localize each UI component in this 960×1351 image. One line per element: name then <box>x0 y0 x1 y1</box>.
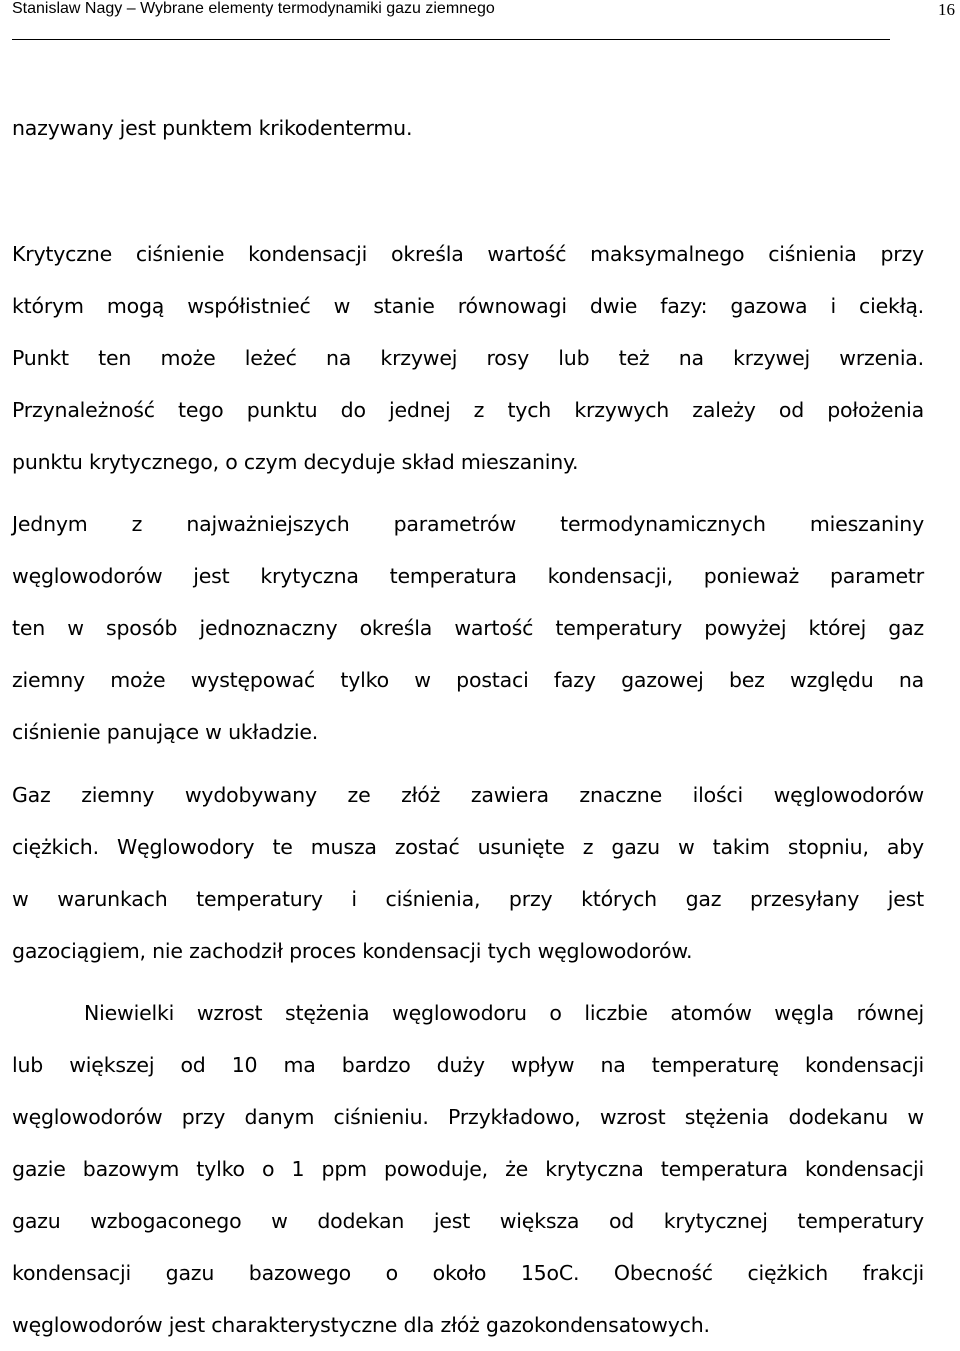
text-line: ziemny może występować tylko w postaci fazy gazowej bez względu na <box>12 668 924 692</box>
text-line: lub większej od 10 ma bardzo duży wpływ na temperaturę kondensacji <box>12 1053 924 1077</box>
text-line: punktu krytycznego, o czym decyduje skład mieszaniny. <box>12 450 579 474</box>
text-line: węglowodorów przy danym ciśnieniu. Przykładowo, wzrost stężenia dodekanu w <box>12 1105 924 1129</box>
text-line: ciśnienie panujące w układzie. <box>12 720 319 744</box>
running-header <box>12 0 890 40</box>
text-line: którym mogą współistnieć w stanie równowagi dwie fazy: gazowa i ciekłą. <box>12 294 924 318</box>
text-line: Jednym z najważniejszych parametrów termodynamicznych mieszaniny <box>12 512 924 536</box>
text-line: węglowodorów jest krytyczna temperatura kondensacji, ponieważ parametr <box>12 564 924 588</box>
paragraph-3 <box>12 498 924 758</box>
text-line: Niewielki wzrost stężenia węglowodoru o liczbie atomów węgla równej <box>84 1001 924 1025</box>
text-line: kondensacji gazu bazowego o około 15oC. Obecność ciężkich frakcji <box>12 1261 924 1285</box>
text-line: Krytyczne ciśnienie kondensacji określa wartość maksymalnego ciśnienia przy <box>12 242 924 266</box>
paragraph-2 <box>12 228 924 488</box>
text-line: Punkt ten może leżeć na krzywej rosy lub też na krzywej wrzenia. <box>12 346 924 370</box>
text-line: gazociągiem, nie zachodził proces kondensacji tych węglowodorów. <box>12 939 693 963</box>
text-line: w warunkach temperatury i ciśnienia, przy których gaz przesyłany jest <box>12 887 924 911</box>
paragraph-1 <box>12 102 924 154</box>
text-line: gazu wzbogaconego w dodekan jest większa od krytycznej temperatury <box>12 1209 924 1233</box>
header-title: Stanislaw Nagy – Wybrane elementy termodynamiki gazu ziemnego <box>12 0 495 17</box>
text-line: ciężkich. Węglowodory te musza zostać usunięte z gazu w takim stopniu, aby <box>12 835 924 859</box>
page-number: 16 <box>938 0 955 19</box>
text-line: Gaz ziemny wydobywany ze złóż zawiera znaczne ilości węglowodorów <box>12 783 924 807</box>
text-line: ten w sposób jednoznaczny określa wartość temperatury powyżej której gaz <box>12 616 924 640</box>
text-line: Przynależność tego punktu do jednej z tych krzywych zależy od położenia <box>12 398 924 422</box>
text-line: nazywany jest punktem krikodentermu. <box>12 116 413 140</box>
text-line: węglowodorów jest charakterystyczne dla złóż gazokondensatowych. <box>12 1313 710 1337</box>
text-line: gazie bazowym tylko o 1 ppm powoduje, że krytyczna temperatura kondensacji <box>12 1157 924 1181</box>
paragraph-4 <box>12 769 924 977</box>
paragraph-5 <box>12 987 924 1351</box>
